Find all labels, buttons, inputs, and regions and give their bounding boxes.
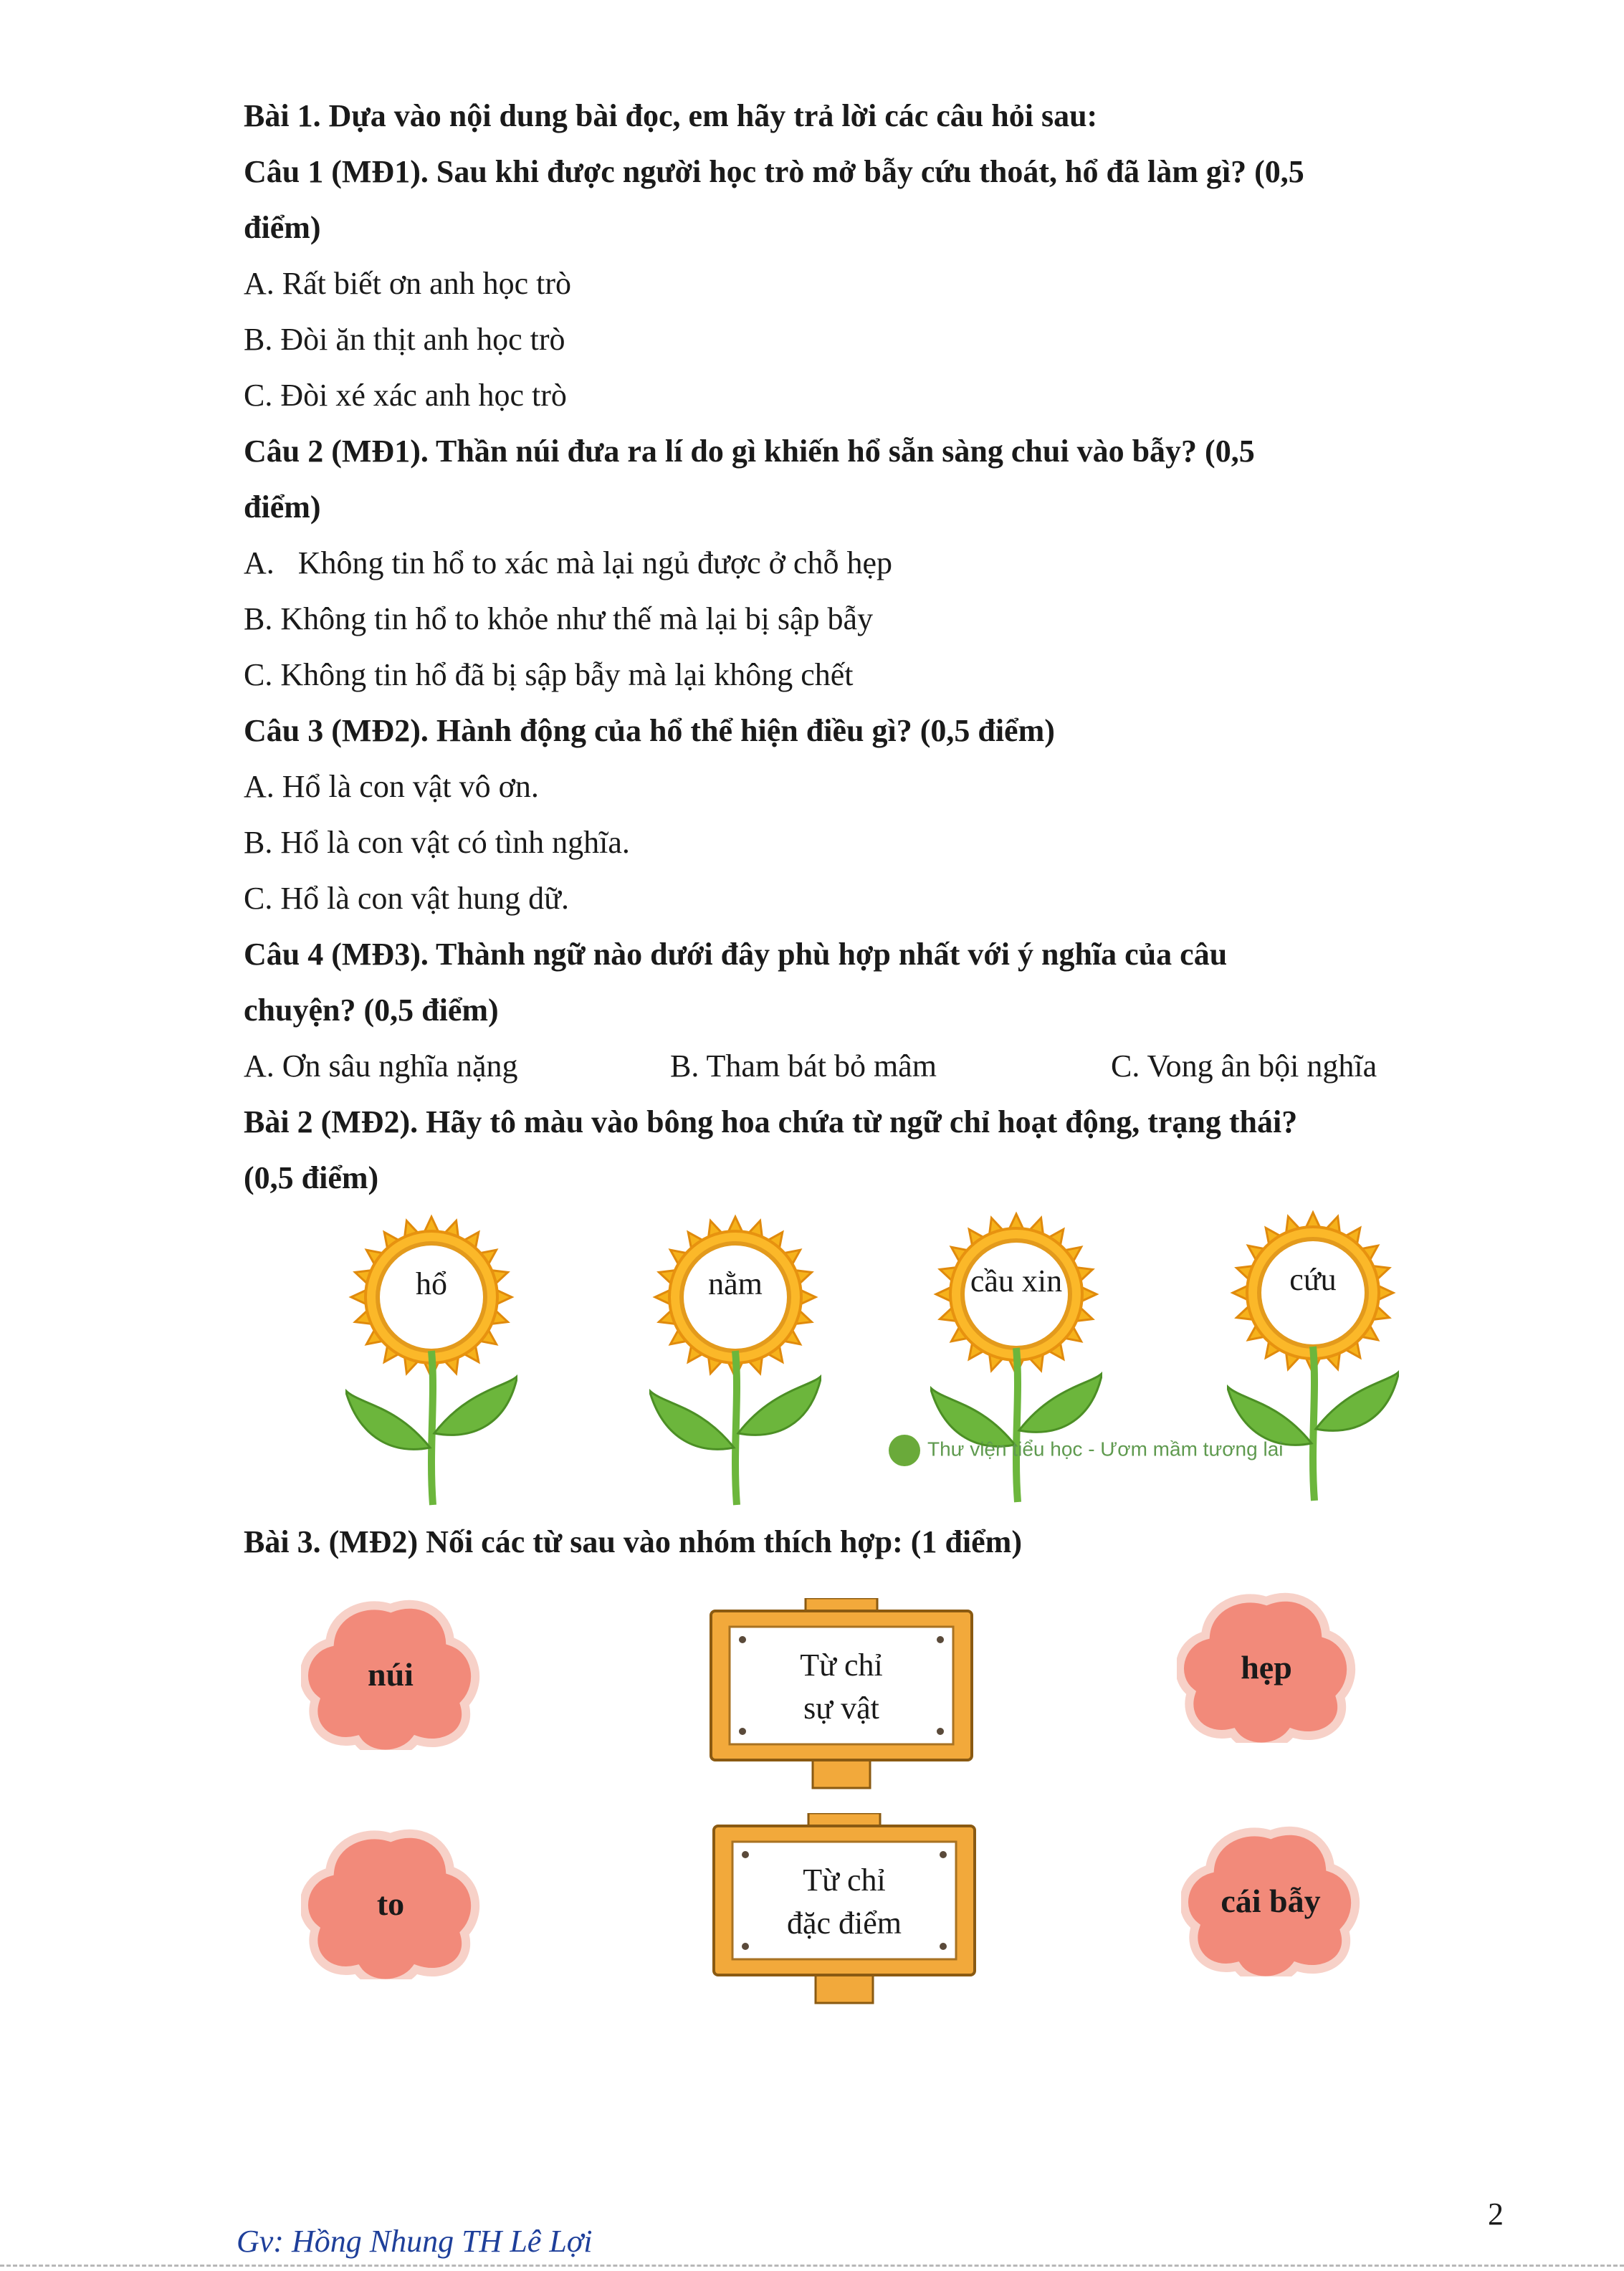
- group-sign-su-vat[interactable]: [705, 1598, 978, 1792]
- sunflower-1[interactable]: [345, 1211, 517, 1512]
- word-blob-cai-bay[interactable]: [1181, 1826, 1360, 1976]
- bai2-heading-line1: Bài 2 (MĐ2). Hãy tô màu vào bông hoa chứa từ ngữ chỉ hoạt động, trạng thái?: [244, 1104, 1298, 1139]
- blob-word: to: [376, 1885, 405, 1922]
- sign-text: [734, 1644, 949, 1730]
- q3-option-c: C. Hổ là con vật hung dữ.: [244, 881, 570, 916]
- q2-option-a: A. Không tin hổ to xác mà lại ngủ được ở chỗ hẹp: [244, 545, 892, 580]
- q2-stem-line2: điểm): [244, 489, 321, 525]
- word-blob-hep[interactable]: [1177, 1592, 1356, 1743]
- flower-word: cứu: [1289, 1262, 1337, 1297]
- library-logo-icon: [889, 1435, 920, 1466]
- footer-divider: [0, 2265, 1624, 2267]
- page-number: 2: [1488, 2196, 1504, 2232]
- q1-stem-line1: Câu 1 (MĐ1). Sau khi được người học trò mở bẫy cứu thoát, hổ đã làm gì? (0,5: [244, 154, 1304, 189]
- flower-word: hổ: [416, 1266, 447, 1301]
- q4-option-b: B. Tham bát bỏ mâm: [670, 1048, 937, 1084]
- q1-option-a: A. Rất biết ơn anh học trò: [244, 266, 572, 301]
- q4-options: [244, 1045, 1462, 1088]
- q3-stem: Câu 3 (MĐ2). Hành động của hổ thể hiện điều gì? (0,5 điểm): [244, 713, 1055, 748]
- watermark-text: Thư viện tiểu học - Ươm mầm tương lai: [927, 1438, 1284, 1460]
- blob-word: cái bẫy: [1221, 1883, 1321, 1919]
- q2-option-b: B. Không tin hổ to khỏe như thế mà lại bị sập bẫy: [244, 601, 874, 636]
- q1-option-c: C. Đòi xé xác anh học trò: [244, 378, 567, 413]
- sign-line-1: Từ chỉ: [800, 1648, 883, 1683]
- sunflower-2[interactable]: [649, 1211, 821, 1512]
- bai3-heading: Bài 3. (MĐ2) Nối các từ sau vào nhóm thích hợp: (1 điểm): [244, 1524, 1022, 1559]
- blob-word: núi: [368, 1656, 414, 1693]
- sunflower-icon: [649, 1211, 821, 1512]
- q3-option-a: A. Hổ là con vật vô ơn.: [244, 769, 539, 804]
- footer-author: Gv: Hồng Nhung TH Lê Lợi: [237, 2224, 593, 2259]
- word-blob-to[interactable]: [301, 1829, 480, 1979]
- q2-option-c: C. Không tin hổ đã bị sập bẫy mà lại không chết: [244, 657, 854, 692]
- sunflower-icon: [345, 1211, 517, 1512]
- blob-word: hẹp: [1241, 1649, 1292, 1686]
- bai2-heading-line2: (0,5 điểm): [244, 1160, 379, 1195]
- sign-line-1: Từ chỉ: [803, 1863, 886, 1898]
- q2-stem-line1: Câu 2 (MĐ1). Thần núi đưa ra lí do gì khiến hổ sẵn sàng chui vào bẫy? (0,5: [244, 434, 1255, 469]
- watermark: [889, 1435, 1284, 1471]
- q3-option-b: B. Hổ là con vật có tình nghĩa.: [244, 825, 630, 860]
- word-blob-nui[interactable]: [301, 1600, 480, 1750]
- flower-word: cầu xin: [970, 1263, 1063, 1299]
- group-sign-dac-diem[interactable]: [708, 1813, 980, 2007]
- sign-line-2: sự vật: [803, 1691, 879, 1726]
- sign-text: [737, 1859, 952, 1945]
- q1-stem-line2: điểm): [244, 210, 321, 245]
- q4-stem-line2: chuyện? (0,5 điểm): [244, 993, 499, 1028]
- sign-line-2: đặc điểm: [786, 1906, 902, 1941]
- flower-word: nằm: [708, 1266, 763, 1301]
- q4-option-c: C. Vong ân bội nghĩa: [1111, 1048, 1377, 1084]
- q4-stem-line1: Câu 4 (MĐ3). Thành ngữ nào dưới đây phù hợp nhất với ý nghĩa của câu: [244, 937, 1228, 972]
- bai1-heading: Bài 1. Dựa vào nội dung bài đọc, em hãy trả lời các câu hỏi sau:: [244, 98, 1098, 133]
- q4-option-a: A. Ơn sâu nghĩa nặng: [244, 1048, 518, 1084]
- q1-option-b: B. Đòi ăn thịt anh học trò: [244, 322, 565, 357]
